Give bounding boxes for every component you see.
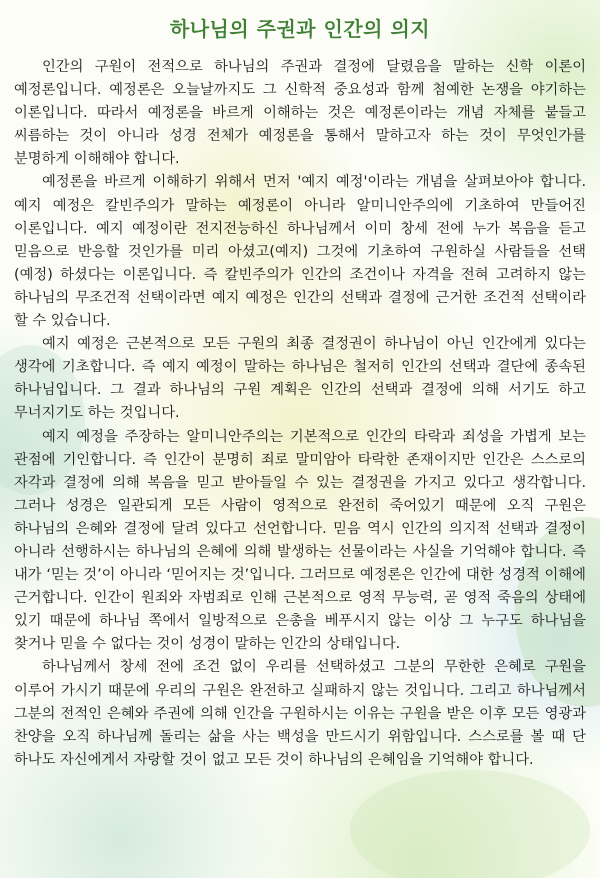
paragraph: 예지 예정을 주장하는 알미니안주의는 기본적으로 인간의 타락과 죄성을 가볍게 보는 관점에 기인합니다. 즉 인간이 분명히 죄로 말미암아 타락한 존재이지만 인간은 스스로의 자각과 결정에 의해 복음을 믿고 받아들일 수 있는 결정권을 가지고 있다고 생각합니다. 그러나 성경은 일관되게 모든 사람이 영적으로 완전히 죽어있기 때문에 오직 구원은 하나님의 은혜와 결정에 달려 있다고 선언합니다. 믿음 역시 인간의 의지적 선택과 결정이 아니라 선행하시는 하나님의 은혜에 의해 발생하는 선물이라는 사실을 기억해야 합니다. 즉 내가 ‘믿는 것’이 아니라 ‘믿어지는 것’입니다. 그러므로 예정론은 인간에 대한 성경적 이해에 근거합니다. 인간이 원죄와 자범죄로 인해 근본적으로 영적 무능력, 곧 영적 죽음의 상태에 있기 때문에 하나님 쪽에서 일방적으로 은총을 베푸시지 않는 이상 그 누구도 하나님을 찾거나 믿을 수 없다는 것이 성경이 말하는 인간의 상태입니다.: [14, 428, 586, 653]
body-text: [14, 56, 586, 772]
page-title: 하나님의 주권과 인간의 의지: [169, 17, 431, 41]
paragraph: 인간의 구원이 전적으로 하나님의 주권과 결정에 달렸음을 말하는 신학 이론이 예정론입니다. 예정론은 오늘날까지도 그 신학적 중요성과 함께 첨예한 논쟁을 야기하는 이론입니다. 따라서 예정론을 바르게 이해하는 것은 예정론이라는 개념 자체를 붙들고 씨름하는 것이 아니라 성경 전체가 예정론을 통해서 말하고자 하는 것이 무엇인가를 분명하게 이해해야 합니다.: [14, 59, 586, 168]
document: [14, 0, 586, 772]
paragraph: 예정론을 바르게 이해하기 위해서 먼저 '예지 예정'이라는 개념을 살펴보아야 합니다. 예지 예정은 칼빈주의가 말하는 예정론이 아니라 알미니안주의에 기초하여 만들어진 이론입니다. 예지 예정이란 전지전능하신 하나님께서 이미 창세 전에 누가 복음을 듣고 믿음으로 반응할 것인가를 미리 아셨고(예지) 그것에 기초하여 구원하실 사람들을 선택(예정) 하셨다는 이론입니다. 즉 칼빈주의가 인간의 조건이나 자격을 전혀 고려하지 않는 하나님의 무조건적 선택이라면 예지 예정은 인간의 선택과 결정에 근거한 조건적 선택이라 할 수 있습니다.: [14, 174, 586, 330]
paragraph: 하나님께서 창세 전에 조건 없이 우리를 선택하셨고 그분의 무한한 은혜로 구원을 이루어 가시기 때문에 우리의 구원은 완전하고 실패하지 않는 것입니다. 그리고 하나님께서 그분의 전적인 은혜와 주권에 의해 인간을 구원하시는 이유는 구원을 받은 이후 모든 영광과 찬양을 오직 하나님께 돌리는 삶을 사는 백성을 만드시기 위함입니다. 스스로를 볼 때 단 하나도 자신에게서 자랑할 것이 없고 모든 것이 하나님의 은혜임을 기억해야 합니다.: [14, 659, 586, 768]
paragraph: 예지 예정은 근본적으로 모든 구원의 최종 결정권이 하나님이 아닌 인간에게 있다는 생각에 기초합니다. 즉 예지 예정이 말하는 하나님은 철저히 인간의 선택과 결단에 종속된 하나님입니다. 그 결과 하나님의 구원 계획은 인간의 선택과 결정에 의해 서기도 하고 무너지기도 하는 것입니다.: [14, 336, 586, 422]
